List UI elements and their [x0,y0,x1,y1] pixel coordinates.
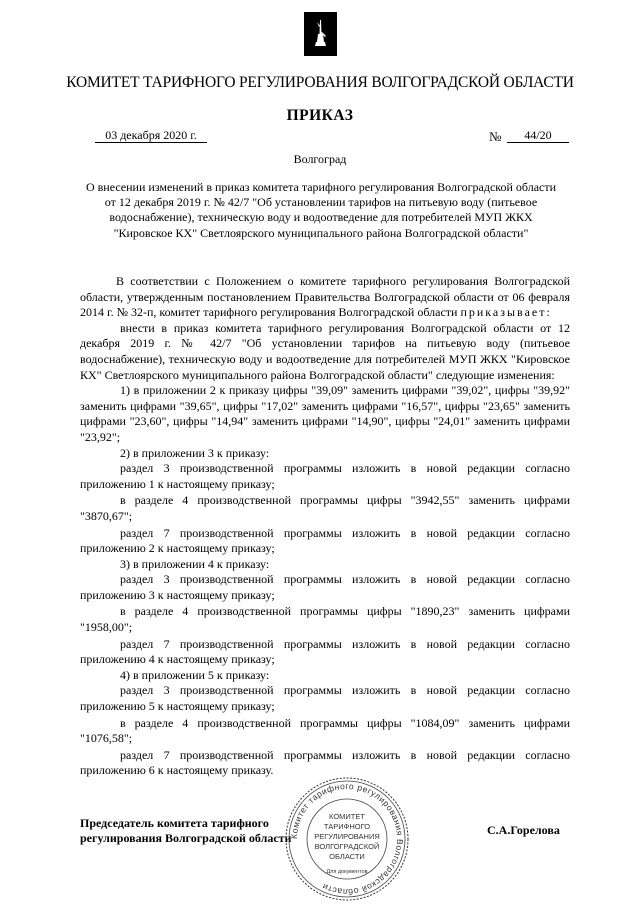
body-paragraph: раздел 3 производственной программы изложить в новой редакции согласно приложению 5 к настоящему приказу; [80,683,570,714]
signatory-name: С.А.Горелова [487,823,560,837]
order-body [80,274,570,779]
body-paragraph: раздел 3 производственной программы изложить в новой редакции согласно приложению 3 к настоящему приказу; [80,572,570,602]
order-date: 03 декабря 2020 г. [95,128,207,143]
official-stamp-icon [283,775,411,903]
body-paragraph: в разделе 4 производственной программы цифры "1890,23" заменить цифрами "1958,00"; [80,604,570,635]
signatory-title-line: регулирования Волгоградской области [80,831,292,845]
body-paragraph: 2) в приложении 3 к приказу: [120,445,270,460]
svg-text:КОМИТЕТ: КОМИТЕТ [329,812,365,821]
svg-text:ОБЛАСТИ: ОБЛАСТИ [329,852,365,861]
intro-text: В соответствии с Положением о комитете тарифного регулирования Волгоградской области, утвержденным постановлением Правительства Волгоградской области от 06 февраля 2014 г. № 32-п, комитет тарифного регулирования Волгоградской области [80,274,570,320]
intro-paragraph [80,274,570,321]
city-emblem-icon [304,12,337,56]
svg-text:ТАРИФНОГО: ТАРИФНОГО [323,822,371,831]
order-number: 44/20 [507,128,569,143]
body-paragraph: раздел 3 производственной программы изложить в новой редакции согласно приложению 1 к настоящему приказу; [80,461,570,491]
body-paragraph: раздел 7 производственной программы изложить в новой редакции согласно приложению 6 к настоящему приказу. [80,747,570,778]
orders-word: приказывает: [460,305,552,320]
body-paragraph: в разделе 4 производственной программы цифры "1084,09" заменить цифрами "1076,58"; [80,715,570,746]
signatory-title-line: Председатель комитета тарифного [80,816,269,830]
body-paragraph: в разделе 4 производственной программы цифры "3942,55" заменить цифрами "3870,67"; [80,493,570,523]
document-title: ПРИКАЗ [286,107,354,124]
body-paragraph: 4) в приложении 5 к приказу: [120,667,270,682]
signatory-title [80,816,291,846]
svg-text:Для документов: Для документов [326,869,368,875]
city-name: Волгоград [293,152,347,166]
svg-text:Комитет тарифного регулировани: Комитет тарифного регулирования Волгоградской области [288,780,406,898]
order-number-label: № [489,129,502,144]
body-paragraph: раздел 7 производственной программы изложить в новой редакции согласно приложению 2 к настоящему приказу; [80,525,570,556]
body-paragraph: 1) в приложении 2 к приказу цифры "39,09" заменить цифрами "39,02", цифры "39,92" заменить цифрами "39,65", цифры "17,02" заменить цифрами "16,57", цифры "23,65" заменить цифрами "23,60", цифры "14,94" заменить цифрами "14,90", цифры "24,01" заменить цифрами "23,92"; [80,383,570,444]
body-paragraph: 3) в приложении 4 к приказу: [120,556,270,571]
body-paragraph: раздел 7 производственной программы изложить в новой редакции согласно приложению 4 к настоящему приказу; [80,636,570,667]
order-subject: О внесении изменений в приказ комитета тарифного регулирования Волгоградской области от 12 декабря 2019 г. № 42/7 "Об установлении тарифов на питьевую воду (питьевое водоснабжение), техническую воду и водоотведение для потребителей МУП ЖКХ "Кировское КХ" Светлоярского муниципального района Волгоградской области" [85,180,557,240]
svg-text:ВОЛГОГРАДСКОЙ: ВОЛГОГРАДСКОЙ [314,842,380,851]
committee-name: КОМИТЕТ ТАРИФНОГО РЕГУЛИРОВАНИЯ ВОЛГОГРАДСКОЙ ОБЛАСТИ [66,74,574,91]
svg-text:РЕГУЛИРОВАНИЯ: РЕГУЛИРОВАНИЯ [314,832,380,841]
body-paragraph: внести в приказ комитета тарифного регулирования Волгоградской области от 12 декабря 2019 г. № 42/7 "Об установлении тарифов на питьевую воду (питьевое водоснабжение), техническую воду и водоотведение для потребителей МУП ЖКХ "Кировское КХ" Светлоярского муниципального района Волгоградской области" следующие изменения: [80,320,570,382]
